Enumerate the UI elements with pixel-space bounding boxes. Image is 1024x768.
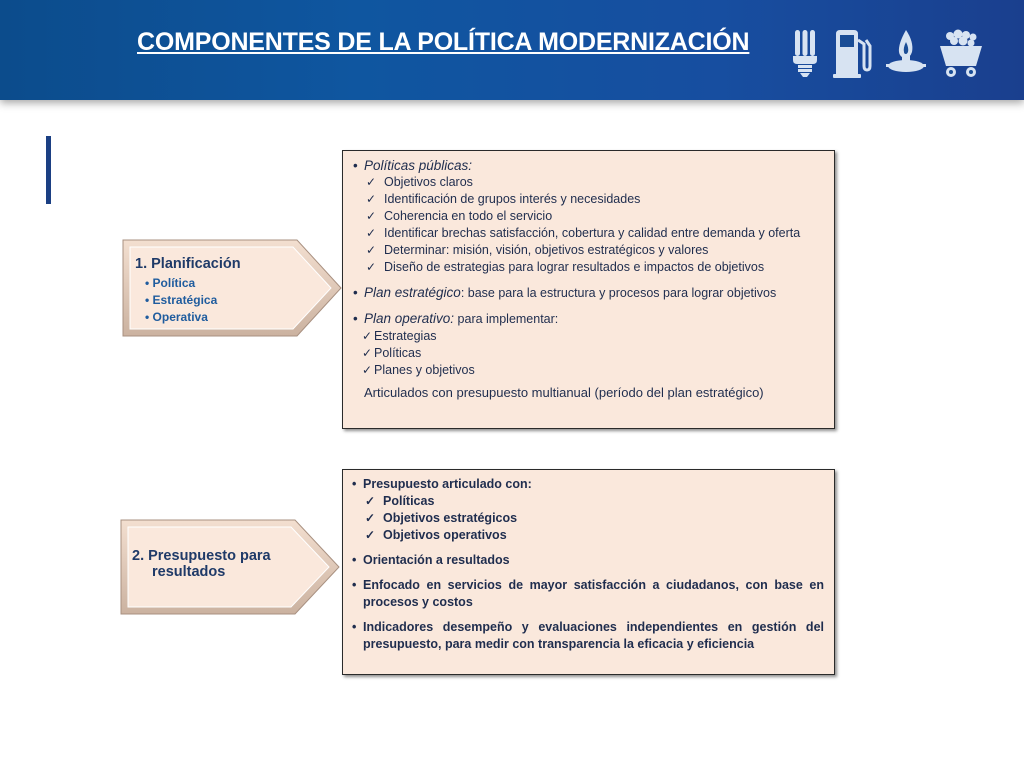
plan-operativo-label: Plan operativo: xyxy=(364,311,455,326)
light-bulb-icon xyxy=(788,26,822,82)
plan-estrategico-text: : base para la estructura y procesos para lograr objetivos xyxy=(460,286,777,300)
check-item: ✓ Objetivos claros xyxy=(352,174,824,191)
mining-cart-icon xyxy=(938,26,984,82)
presupuesto-title-line1: 2. Presupuesto para xyxy=(132,548,271,564)
slide-accent-bar xyxy=(46,136,51,204)
plan-estrategico-label: Plan estratégico xyxy=(364,285,461,300)
planificacion-arrow xyxy=(121,238,343,338)
header-banner xyxy=(0,0,1024,100)
presupuesto-title-line2: resultados xyxy=(152,564,226,580)
page-title: COMPONENTES DE LA POLÍTICA MODERNIZACIÓN xyxy=(137,28,750,56)
politicas-bullet xyxy=(352,157,824,174)
check-item: ✓ Objetivos operativos xyxy=(351,527,824,544)
list-item: • Estratégica xyxy=(145,292,241,309)
plan-operativo-text: para implementar: xyxy=(454,312,559,326)
check-item: ✓ Planes y objetivos xyxy=(352,362,824,379)
enfocado-bullet: • Enfocado en servicios de mayor satisfacción a ciudadanos, con base en procesos y costos xyxy=(351,577,824,611)
fuel-pump-icon xyxy=(832,26,872,82)
check-item: ✓ Determinar: misión, visión, objetivos estratégicos y valores xyxy=(352,242,824,259)
check-item: ✓ Identificar brechas satisfacción, cobertura y calidad entre demanda y oferta xyxy=(352,225,824,242)
check-item: ✓ Políticas xyxy=(352,345,824,362)
check-item: ✓ Coherencia en todo el servicio xyxy=(352,208,824,225)
list-item: • Operativa xyxy=(145,309,241,326)
presupuesto-arrow xyxy=(119,518,341,616)
check-item: ✓ Estrategias xyxy=(352,328,824,345)
presupuesto-bullet: • Presupuesto articulado con: xyxy=(351,476,824,493)
articulados-note: Articulados con presupuesto multianual (período del plan estratégico) xyxy=(364,385,764,400)
planificacion-list xyxy=(135,275,241,326)
plan-estrategico-bullet xyxy=(352,284,824,302)
presupuesto-detail-box xyxy=(342,469,835,675)
gas-flame-icon xyxy=(884,26,928,82)
list-item: • Política xyxy=(145,275,241,292)
check-item: ✓ Objetivos estratégicos xyxy=(351,510,824,527)
check-item: ✓ Diseño de estrategias para lograr resultados e impactos de objetivos xyxy=(352,259,824,276)
planificacion-detail-box xyxy=(342,150,835,429)
politicas-label: Políticas públicas: xyxy=(364,158,473,173)
energy-icons xyxy=(788,26,988,82)
planificacion-title: 1. Planificación xyxy=(135,256,241,272)
check-item: ✓ Identificación de grupos interés y necesidades xyxy=(352,191,824,208)
indicadores-bullet: • Indicadores desempeño y evaluaciones independientes en gestión del presupuesto, para medir con transparencia la eficacia y eficiencia xyxy=(351,619,824,653)
orientacion-bullet: • Orientación a resultados xyxy=(351,552,824,569)
check-item: ✓ Políticas xyxy=(351,493,824,510)
plan-operativo-bullet xyxy=(352,310,824,328)
presupuesto-title xyxy=(132,548,271,580)
